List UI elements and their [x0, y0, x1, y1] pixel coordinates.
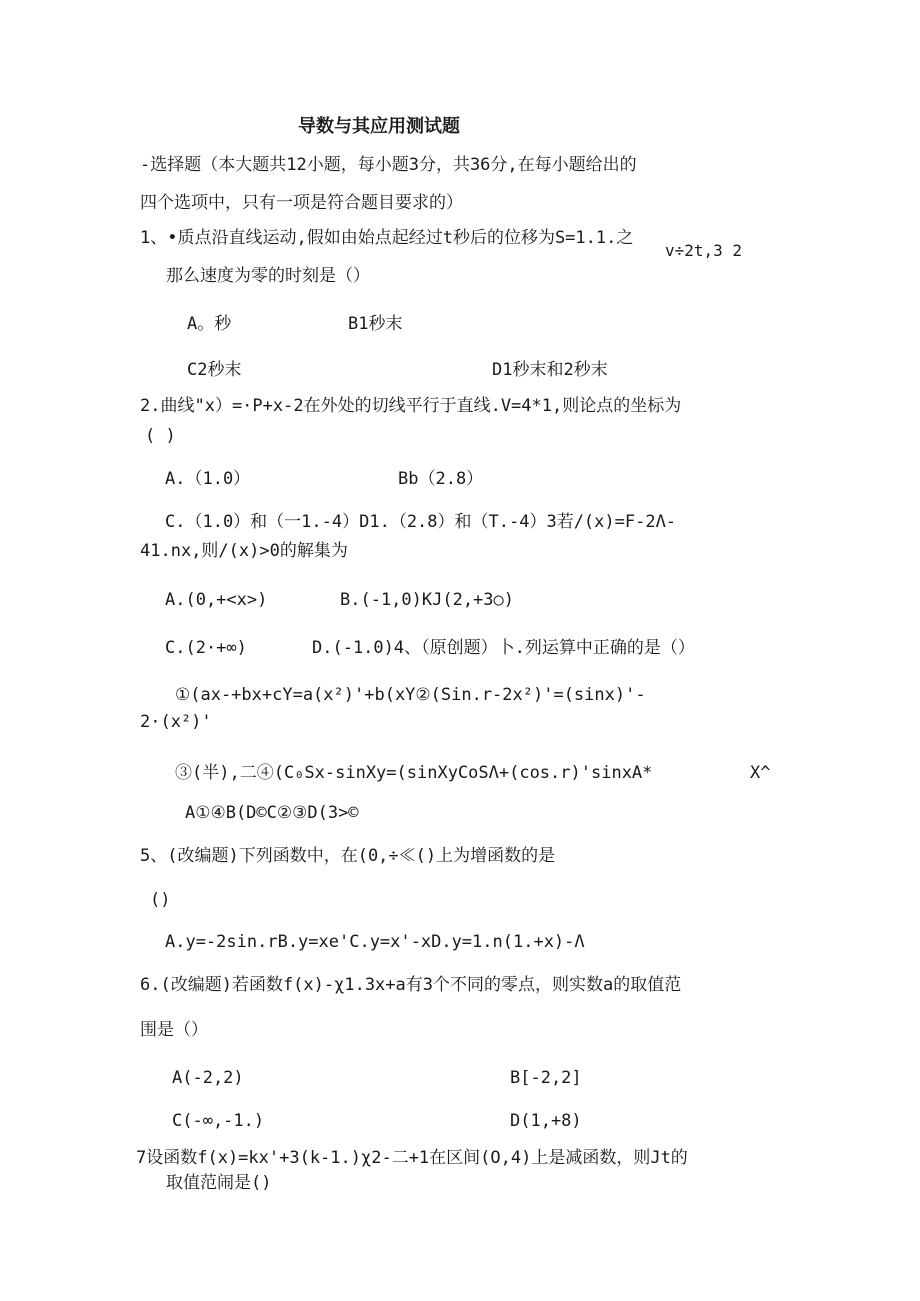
- q5-options: A.y=-2sin.rB.y=xe'C.y=x'-xD.y=1.n(1.+x)-Λ: [165, 932, 585, 952]
- q1-option-a: A。秒: [187, 314, 232, 334]
- q5-answer-paren: (): [150, 890, 171, 910]
- q6-option-d: D(1,+8): [510, 1111, 582, 1131]
- q1-stem-cont: 那么速度为零的时刻是（）: [166, 266, 370, 286]
- q1-stem: 1、•质点沿直线运动,假如由始点起经过t秒后的位移为S=1.1.之: [140, 228, 634, 248]
- q6-option-b: B[-2,2]: [510, 1068, 582, 1088]
- q2-stem: 2.曲线"x）=·P+x-2在外处的切线平行于直线.V=4*1,则论点的坐标为: [140, 396, 682, 416]
- q6-stem: 6.(改编题)若函数f(x)-χ1.3x+a有3个不同的零点，则实数a的取值范: [140, 975, 682, 995]
- q7-stem: 7设函数f(x)=kx'+3(k-1.)χ2-二+1在区间(O,4)上是减函数，则Jt的: [136, 1148, 688, 1168]
- q4-answer-options: A①④B(D©C②③D(3>©: [185, 803, 359, 823]
- q5-stem: 5、(改编题)下列函数中，在(0,÷≪()上为增函数的是: [140, 846, 556, 866]
- q6-stem-cont: 围是（）: [140, 1020, 208, 1040]
- q1-option-d: D1秒末和2秒末: [492, 360, 608, 380]
- q4-formula-line-3: ③(半),二④(C₀Sx-sinXy=(sinXyCoSΛ+(cos.r)'sinxA*: [175, 763, 653, 783]
- q6-option-a: A(-2,2): [172, 1068, 244, 1088]
- q3-option-d-q4-stem: D.(-1.0)4、（原创题）卜.列运算中正确的是（）: [312, 638, 695, 658]
- q4-formula-line-2: 2·(x²)': [140, 712, 212, 732]
- q2-answer-paren: ( ): [145, 426, 176, 446]
- q4-formula-line-1: ①(ax-+bx+cY=a(x²)'+b(xY②(Sin.r-2x²)'=(sinx)'-: [175, 685, 646, 705]
- q6-option-c: C(-∞,-1.): [172, 1111, 265, 1131]
- q3-option-a: A.(0,+<x>): [165, 590, 268, 610]
- q1-option-b: B1秒末: [348, 314, 403, 334]
- q4-formula-line-3-tail: X^: [750, 763, 771, 783]
- q2-options-cd: C.（1.0）和（一1.-4）D1.（2.8）和（T.-4）3若/(x)=F-2Λ-: [165, 512, 677, 532]
- page-title: 导数与其应用测试题: [298, 116, 460, 137]
- q2-option-a: A.（1.0）: [165, 469, 251, 489]
- q1-formula-tail: v÷2t,3 2: [665, 241, 743, 260]
- q7-stem-cont: 取值范闹是(): [166, 1173, 272, 1193]
- section-header-line-1: -选择题（本大题共12小题，每小题3分，共36分,在每小题给出的: [140, 155, 637, 175]
- q3-option-b: B.(-1,0)KJ(2,+3○): [340, 590, 514, 610]
- q2-option-b: Bb（2.8）: [398, 469, 484, 489]
- q1-option-c: C2秒末: [187, 360, 242, 380]
- q3-option-c: C.(2·+∞): [165, 638, 247, 658]
- section-header-line-2: 四个选项中，只有一项是符合题目要求的）: [140, 193, 463, 213]
- q3-stem: 41.nx,则/(x)>0的解集为: [140, 541, 348, 561]
